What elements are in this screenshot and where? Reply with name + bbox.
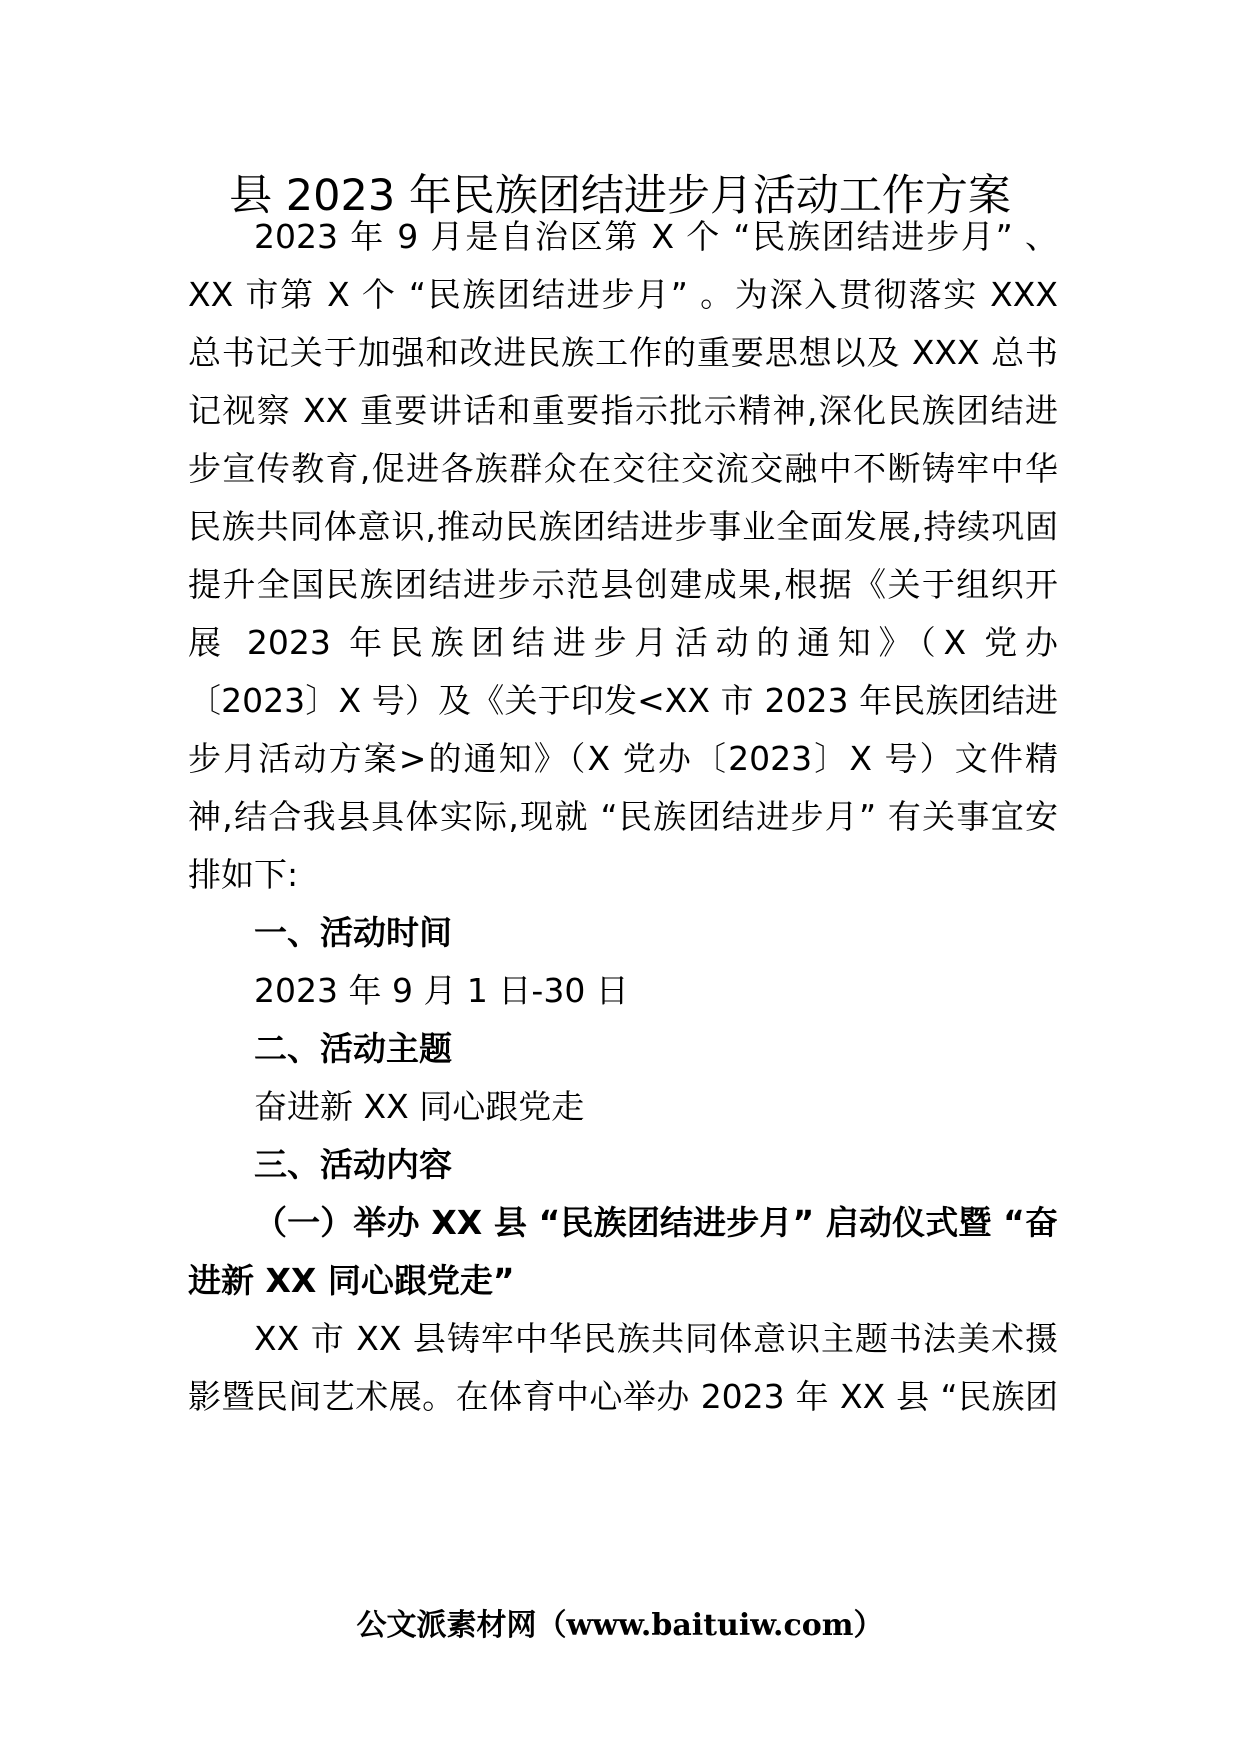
intro-line-4: 记视察 XX 重要讲话和重要指示批示精神,深化民族团结进 [188,391,1058,430]
intro-line-12: 排如下: [188,855,299,894]
subsection-1-heading-line-2: 进新 XX 同心跟党走” [188,1261,515,1300]
document-title: 县 2023 年民族团结进步月活动工作方案 [229,171,1011,221]
intro-line-9: 〔2023〕X 号）及《关于印发<XX 市 2023 年民族团结进 [188,681,1058,720]
section-1-heading: 一、活动时间 [254,913,452,952]
subsection-1-text-line-1: XX 市 XX 县铸牢中华民族共同体意识主题书法美术摄 [254,1319,1058,1358]
intro-line-5: 步宣传教育,促进各族群众在交往交流交融中不断铸牢中华 [188,449,1058,488]
section-1-text: 2023 年 9 月 1 日-30 日 [254,971,629,1010]
section-2-heading: 二、活动主题 [254,1029,452,1068]
intro-line-3: 总书记关于加强和改进民族工作的重要思想以及 XXX 总书 [188,333,1058,372]
footer-watermark: 公文派素材网（www.baituiw.com） [356,1608,884,1643]
intro-line-1: 2023 年 9 月是自治区第 X 个 “民族团结进步月” 、 [254,217,1058,256]
subsection-1-heading-line-1: （一）举办 XX 县 “民族团结进步月” 启动仪式暨 “奋 [254,1203,1058,1242]
intro-line-8: 展 2023 年民族团结进步月活动的通知》（X 党办 [188,623,1058,662]
section-3-heading: 三、活动内容 [254,1145,452,1184]
intro-line-6: 民族共同体意识,推动民族团结进步事业全面发展,持续巩固 [188,507,1058,546]
intro-line-2: XX 市第 X 个 “民族团结进步月” 。为深入贯彻落实 XXX [188,275,1058,314]
intro-line-11: 神,结合我县具体实际,现就 “民族团结进步月” 有关事宜安 [188,797,1058,836]
intro-line-10: 步月活动方案>的通知》（X 党办〔2023〕X 号）文件精 [188,739,1058,778]
subsection-1-text-line-2: 影暨民间艺术展。在体育中心举办 2023 年 XX 县 “民族团 [188,1377,1058,1416]
intro-line-7: 提升全国民族团结进步示范县创建成果,根据《关于组织开 [188,565,1058,604]
section-2-text: 奋进新 XX 同心跟党走 [254,1087,585,1126]
